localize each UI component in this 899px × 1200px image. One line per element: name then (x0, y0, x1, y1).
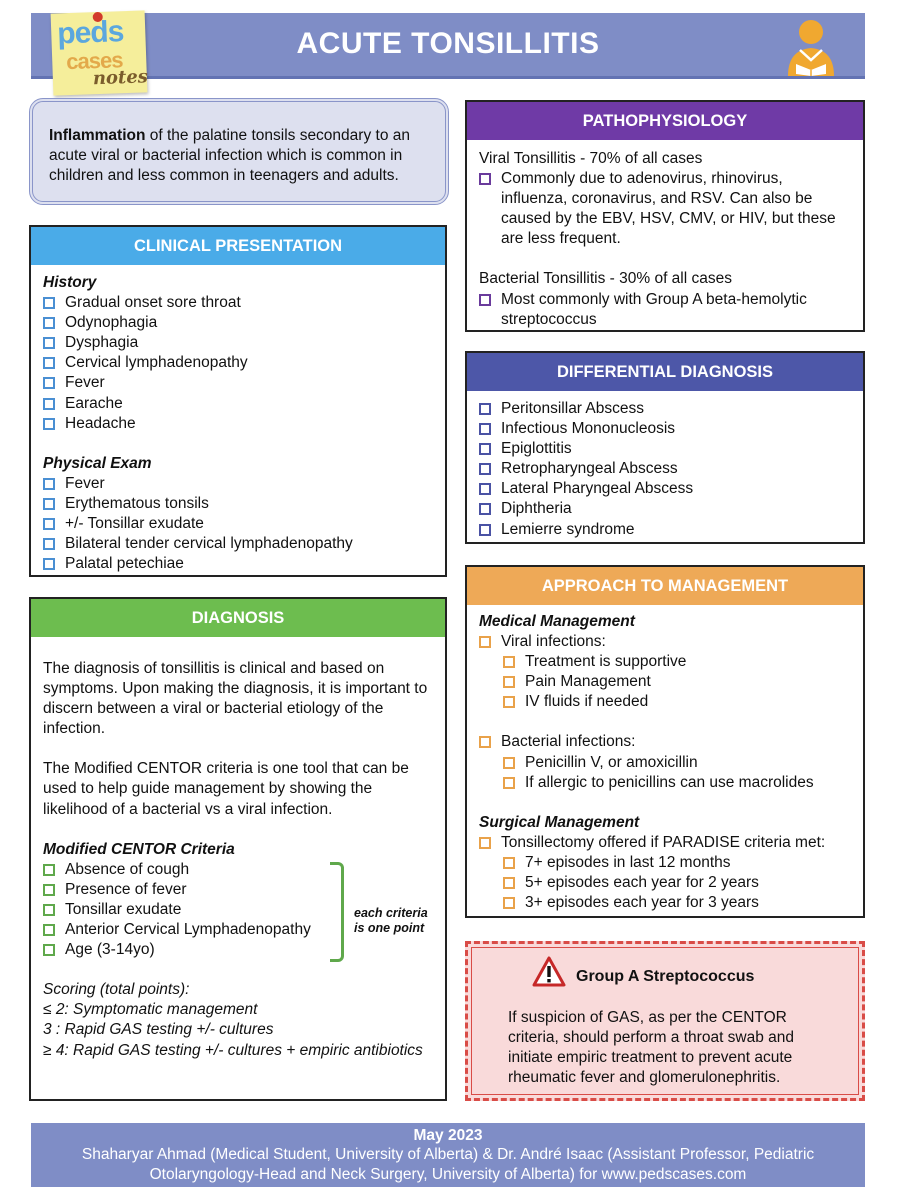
logo-text-notes: notes (92, 66, 149, 90)
checkbox-icon (479, 443, 491, 455)
pedscases-logo (51, 10, 148, 95)
footer-date: May 2023 (413, 1127, 483, 1144)
list-item: Gradual onset sore throat (43, 293, 433, 313)
checkbox-icon (503, 757, 515, 769)
diagnosis-section (29, 597, 447, 1101)
scoring-line: ≥ 4: Rapid GAS testing +/- cultures + empiric antibiotics (43, 1041, 423, 1059)
checkbox-icon (43, 297, 55, 309)
footer-credits: Shaharyar Ahmad (Medical Student, University of Alberta) & Dr. André Isaac (Assistant Professor, Pediatric Otolaryngology-Head and Neck Surgery, University of Alberta) for www.pedscases.com (81, 1146, 815, 1183)
list-item: Infectious Mononucleosis (479, 419, 851, 439)
warning-triangle-icon (532, 956, 566, 988)
list-item: Dysphagia (43, 333, 433, 353)
checkbox-icon (43, 864, 55, 876)
list-item: Presence of fever (43, 880, 433, 900)
medical-management-heading: Medical Management (479, 613, 635, 630)
section-header: PATHOPHYSIOLOGY (467, 102, 863, 140)
list-item: Headache (43, 414, 433, 434)
definition-text: of the palatine tonsils secondary to an acute viral or bacterial infection which is common in children and less common in teenagers and adults. (49, 127, 410, 184)
checkbox-icon (479, 837, 491, 849)
checkbox-icon (43, 884, 55, 896)
list-item: Tonsillar exudate (43, 900, 433, 920)
checkbox-icon (43, 398, 55, 410)
centor-heading: Modified CENTOR Criteria (43, 840, 235, 858)
checkbox-icon (43, 498, 55, 510)
scoring-line: 3 : Rapid GAS testing +/- cultures (43, 1021, 274, 1039)
section-header: CLINICAL PRESENTATION (31, 227, 445, 265)
logo-text-cases: cases (65, 47, 123, 75)
list-item: Bilateral tender cervical lymphadenopathy (43, 534, 433, 554)
bacterial-heading: Bacterial Tonsillitis - 30% of all cases (479, 270, 732, 288)
checkbox-icon (503, 897, 515, 909)
checkbox-icon (43, 478, 55, 490)
checkbox-icon (479, 524, 491, 536)
checkbox-icon (43, 904, 55, 916)
list-item: Viral infections: (479, 632, 851, 652)
doctor-reading-icon (780, 16, 842, 76)
checkbox-icon (43, 924, 55, 936)
diagnosis-paragraph-1: The diagnosis of tonsillitis is clinical and based on symptoms. Upon making the diagnosis, it is important to discern between a viral or bacterial etiology of the infection. (43, 660, 428, 738)
list-item: Anterior Cervical Lymphadenopathy (43, 920, 433, 940)
checkbox-icon (479, 403, 491, 415)
list-item: 7+ episodes in last 12 months (479, 853, 851, 873)
checkbox-icon (43, 418, 55, 430)
warning-title: Group A Streptococcus (576, 968, 755, 985)
clinical-presentation-section (29, 225, 447, 577)
scoring-heading: Scoring (total points): (43, 981, 190, 999)
list-item: IV fluids if needed (479, 692, 851, 712)
list-item: Tonsillectomy offered if PARADISE criteria met: (479, 833, 851, 853)
diagnosis-paragraph-2: The Modified CENTOR criteria is one tool that can be used to help guide management by showing the likelihood of a bacterial vs a viral infection. (43, 760, 409, 818)
viral-heading: Viral Tonsillitis - 70% of all cases (479, 150, 703, 167)
history-heading: History (43, 274, 97, 291)
pathophysiology-section (465, 100, 865, 332)
checkbox-icon (503, 696, 515, 708)
list-item: Epiglottitis (479, 439, 851, 459)
differential-diagnosis-section (465, 351, 865, 544)
checkbox-icon (503, 777, 515, 789)
management-section (465, 565, 865, 918)
list-item: Lemierre syndrome (479, 520, 851, 540)
checkbox-icon (503, 857, 515, 869)
checkbox-icon (43, 377, 55, 389)
checkbox-icon (503, 656, 515, 668)
warning-text: If suspicion of GAS, as per the CENTOR criteria, should perform a throat swab and initiate empiric treatment to prevent acute rheumatic fever and glomerulonephritis. (508, 1009, 795, 1087)
list-item: Odynophagia (43, 313, 433, 333)
list-item: Lateral Pharyngeal Abscess (479, 479, 851, 499)
checkbox-icon (43, 337, 55, 349)
definition-box (29, 98, 449, 205)
checkbox-icon (479, 294, 491, 306)
checkbox-icon (503, 877, 515, 889)
list-item: Treatment is supportive (479, 652, 851, 672)
bracket-note: each criteria is one point (354, 906, 428, 935)
checkbox-icon (479, 423, 491, 435)
list-item: Retropharyngeal Abscess (479, 459, 851, 479)
list-item: Most commonly with Group A beta-hemolytic streptococcus (479, 290, 851, 330)
list-item: +/- Tonsillar exudate (43, 514, 433, 534)
checkbox-icon (479, 503, 491, 515)
checkbox-icon (479, 636, 491, 648)
physical-exam-heading: Physical Exam (43, 454, 152, 472)
list-item: Commonly due to adenovirus, rhinovirus, influenza, coronavirus, and RSV. Can also be caused by the EBV, HSV, CMV, or HIV, but these are less frequent. (479, 169, 851, 249)
checkbox-icon (43, 944, 55, 956)
definition-bold: Inflammation (49, 127, 146, 144)
gas-warning-box (465, 941, 865, 1101)
section-header: APPROACH TO MANAGEMENT (467, 567, 863, 605)
list-item: Peritonsillar Abscess (479, 399, 851, 419)
list-item: Pain Management (479, 672, 851, 692)
list-item: Penicillin V, or amoxicillin (479, 753, 851, 773)
section-header: DIAGNOSIS (31, 599, 445, 637)
section-header: DIFFERENTIAL DIAGNOSIS (467, 353, 863, 391)
list-item: Diphtheria (479, 499, 851, 519)
list-item: 5+ episodes each year for 2 years (479, 873, 851, 893)
checkbox-icon (43, 538, 55, 550)
page-title: ACUTE TONSILLITIS (296, 27, 600, 60)
checkbox-icon (479, 736, 491, 748)
scoring-line: ≤ 2: Symptomatic management (43, 1001, 258, 1019)
list-item: Absence of cough (43, 860, 433, 880)
list-item: Palatal petechiae (43, 554, 433, 574)
checkbox-icon (43, 317, 55, 329)
surgical-management-heading: Surgical Management (479, 813, 640, 831)
checkbox-icon (43, 558, 55, 570)
checkbox-icon (503, 676, 515, 688)
list-item: Fever (43, 474, 433, 494)
checkbox-icon (479, 463, 491, 475)
page-header (31, 13, 865, 79)
list-item: Age (3-14yo) (43, 940, 433, 960)
list-item: Earache (43, 394, 433, 414)
checkbox-icon (43, 357, 55, 369)
criteria-bracket (330, 862, 344, 962)
checkbox-icon (479, 173, 491, 185)
page-footer (31, 1123, 865, 1187)
list-item: 3+ episodes each year for 3 years (479, 893, 851, 913)
list-item: Bacterial infections: (479, 732, 851, 752)
list-item: Cervical lymphadenopathy (43, 353, 433, 373)
checkbox-icon (43, 518, 55, 530)
checkbox-icon (479, 483, 491, 495)
list-item: Erythematous tonsils (43, 494, 433, 514)
list-item: If allergic to penicillins can use macrolides (479, 773, 851, 793)
list-item: Fever (43, 373, 433, 393)
logo-text-peds: peds (56, 15, 124, 51)
